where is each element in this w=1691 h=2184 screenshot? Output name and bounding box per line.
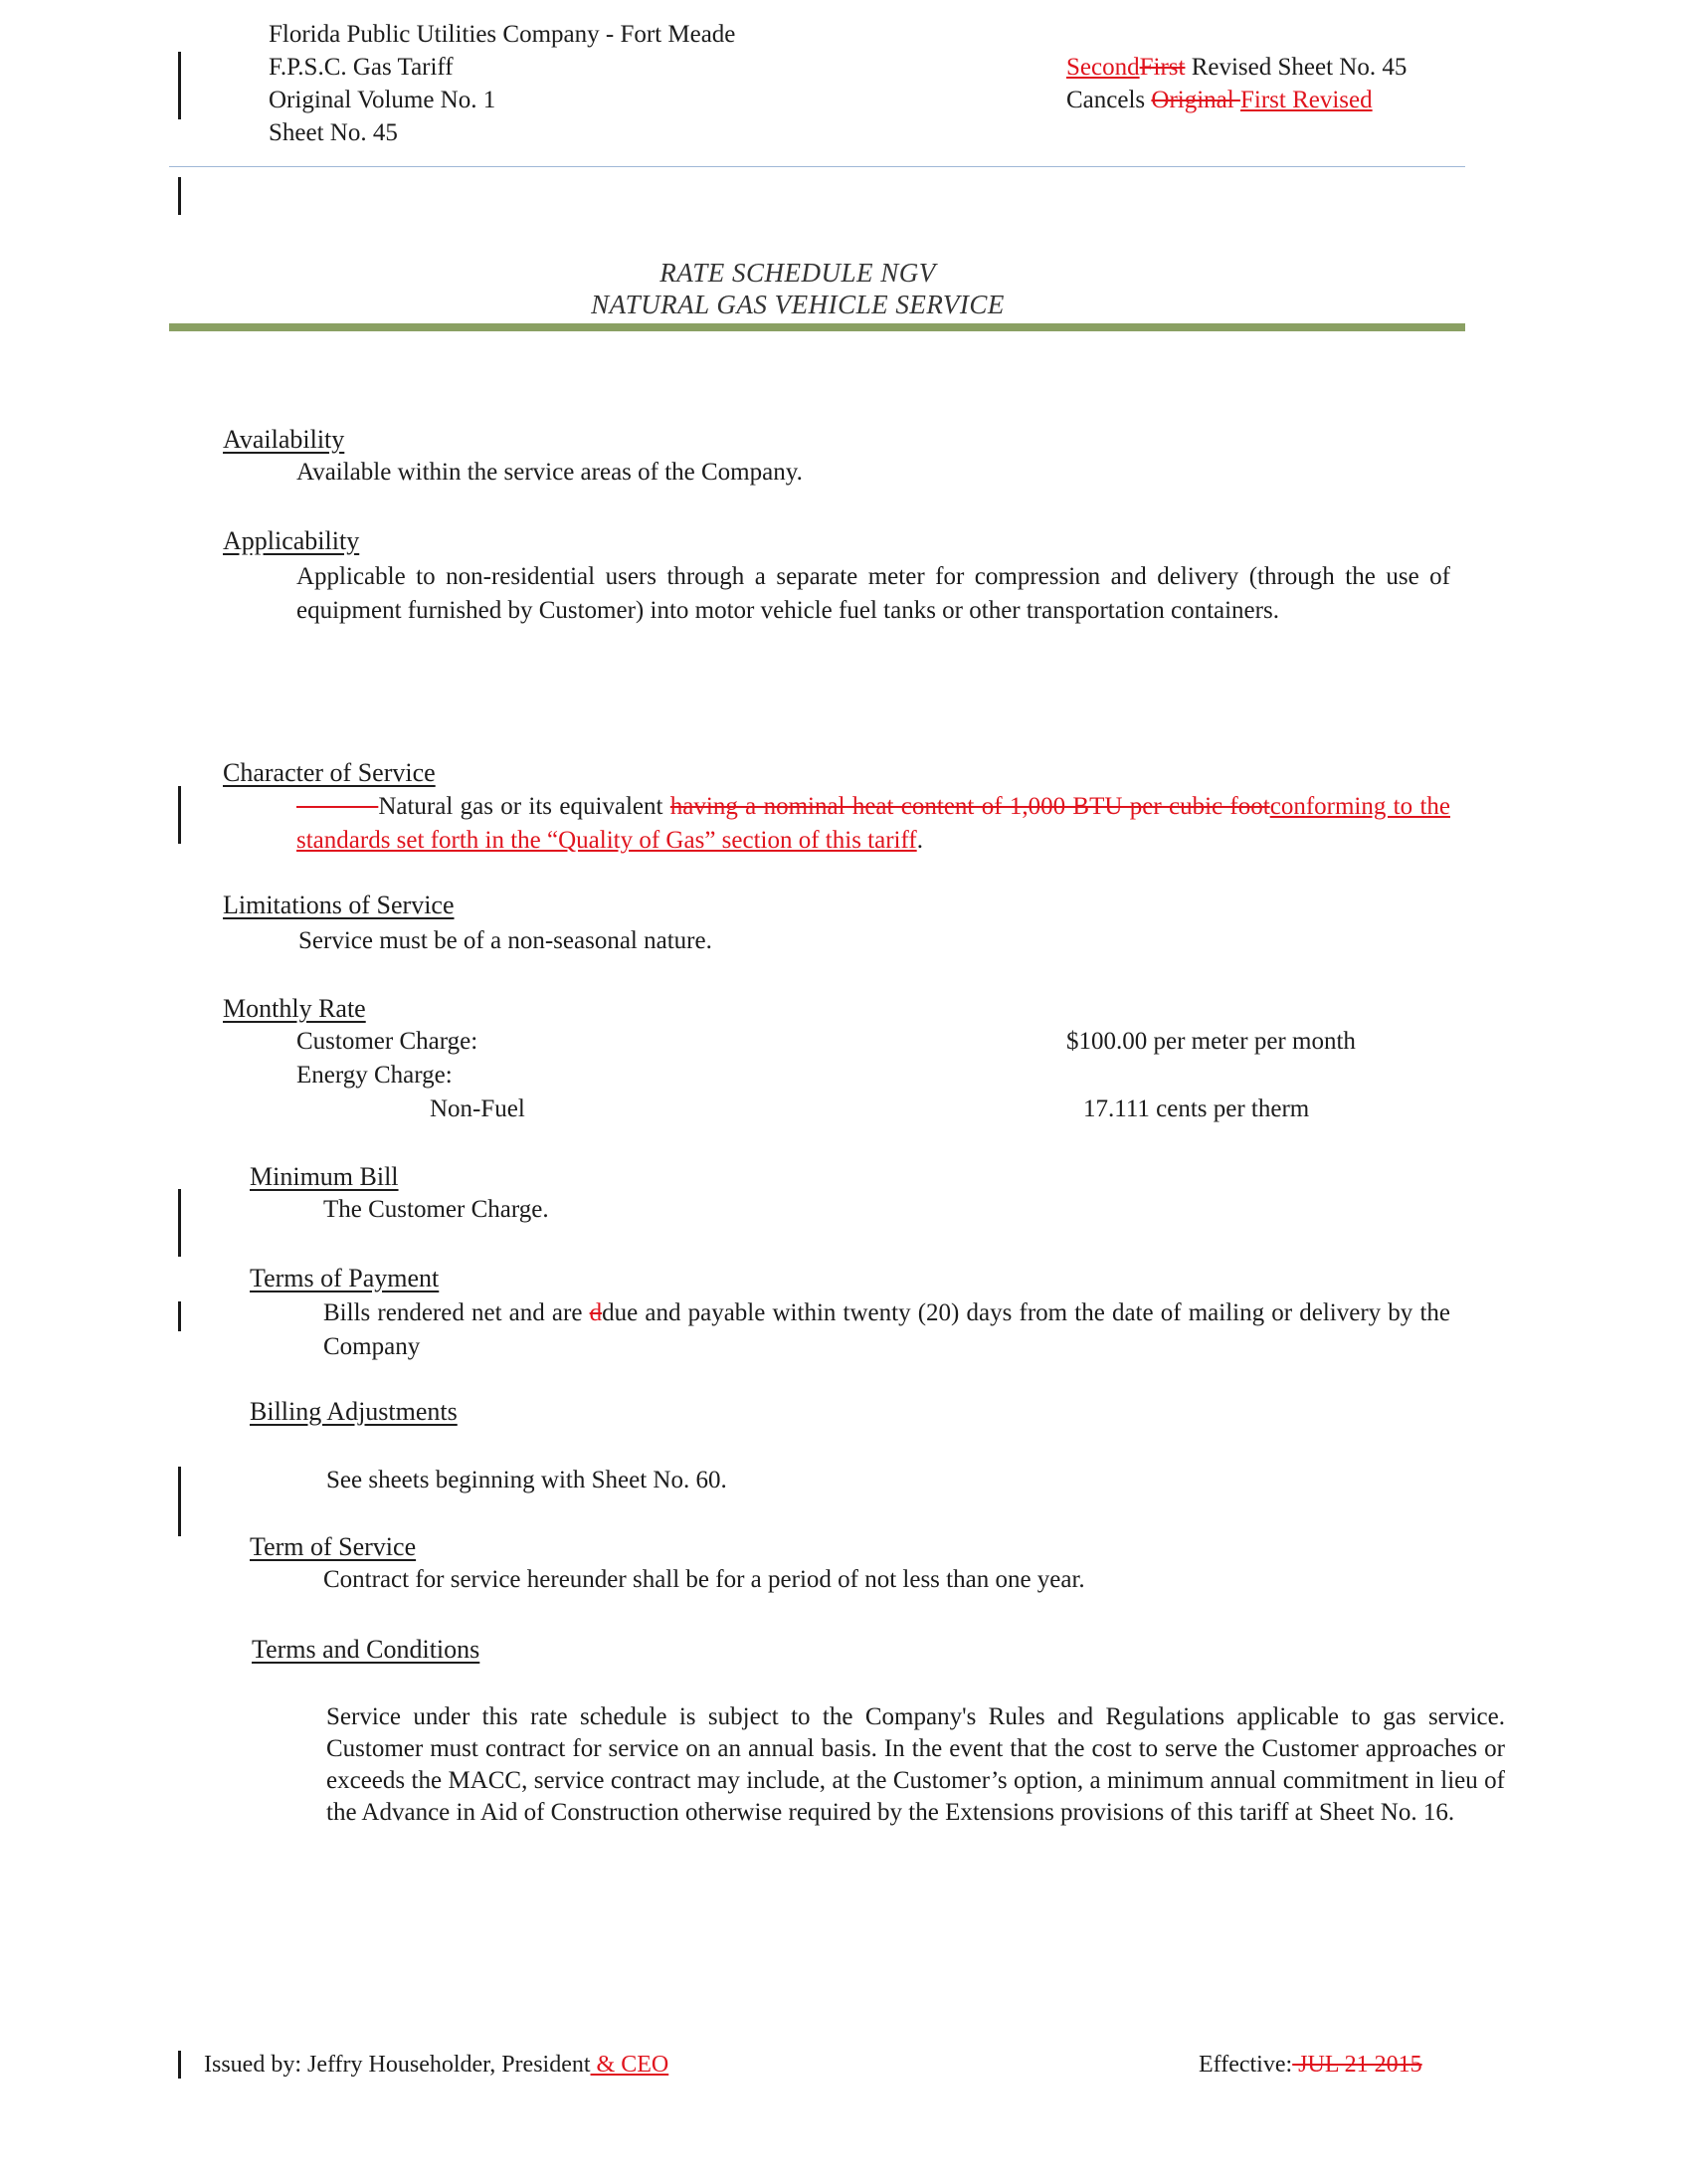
character-deleted-space	[296, 793, 378, 820]
company-name: Florida Public Utilities Company - Fort Meade	[269, 21, 736, 48]
cancels-deleted: Original	[1151, 87, 1240, 113]
terms-conditions-text: Service under this rate schedule is subject to the Company's Rules and Regulations applicable to gas service. Customer must contract for service on an annual basis. In the event that the cost to serve the Customer approaches or exceeds the MACC, service contract may include, at the Customer’s option, a minimum annual commitment in lieu of the Advance in Aid of Construction otherwise required by the Extensions provisions of this tariff at Sheet No. 16.	[326, 1703, 1505, 1826]
sheet-number: Sheet No. 45	[269, 119, 398, 146]
change-bar	[178, 2051, 181, 2079]
terms-payment-text-b: due and payable within twenty (20) days from the date of mailing or delivery by the Company	[323, 1299, 1450, 1360]
effective-deleted: JUL 21 2015	[1292, 2052, 1422, 2078]
character-inserted: conforming to the standards set forth in the “Quality of Gas” section of this tariff	[296, 793, 1450, 854]
non-fuel-value: 17.111 cents per therm	[1083, 1095, 1310, 1122]
minimum-bill-heading: Minimum Bill	[250, 1162, 399, 1191]
change-bar	[178, 177, 181, 215]
billing-adjustments-text: See sheets beginning with Sheet No. 60.	[326, 1467, 727, 1493]
change-bar	[178, 1301, 181, 1331]
cancels-inserted: First Revised	[1239, 87, 1373, 113]
terms-payment-text	[323, 1296, 1450, 1364]
applicability-text: Applicable to non-residential users through a separate meter for compression and delivery (through the use of equipment furnished by Customer) into motor vehicle fuel tanks or other transportation containers.	[296, 563, 1450, 624]
term-service-heading: Term of Service	[250, 1532, 417, 1561]
change-bar	[178, 1189, 181, 1257]
billing-adjustments-heading: Billing Adjustments	[250, 1397, 458, 1426]
revision-rest: Revised Sheet No. 45	[1185, 54, 1408, 81]
limitations-text: Service must be of a non-seasonal nature.	[298, 927, 712, 954]
applicability-heading: Applicability	[223, 526, 360, 555]
character-text-a: Natural gas or its equivalent	[378, 793, 670, 820]
character-text-b: .	[916, 827, 923, 854]
footer-effective	[1199, 2052, 1422, 2079]
change-bar	[178, 786, 181, 844]
terms-conditions-heading: Terms and Conditions	[252, 1635, 480, 1664]
change-bar	[178, 1467, 181, 1536]
limitations-heading: Limitations of Service	[223, 891, 455, 919]
character-deleted: having a nominal heat content of 1,000 BTU per cubic foot	[669, 793, 1270, 820]
customer-charge-label: Customer Charge:	[296, 1028, 478, 1055]
revision-deleted: First	[1139, 54, 1186, 81]
terms-payment-deleted: d	[589, 1299, 603, 1326]
monthly-rate-heading: Monthly Rate	[223, 994, 366, 1023]
title-rule	[169, 323, 1465, 331]
cancels-label: Cancels	[1066, 87, 1152, 113]
change-bar	[178, 52, 181, 119]
revision-line	[1066, 51, 1407, 84]
cancels-line	[1066, 84, 1407, 116]
tariff-name: F.P.S.C. Gas Tariff	[269, 54, 454, 81]
terms-payment-heading: Terms of Payment	[250, 1264, 440, 1292]
availability-text: Available within the service areas of the Company.	[296, 459, 803, 486]
header-rule	[169, 166, 1465, 167]
availability-heading: Availability	[223, 425, 345, 454]
issued-inserted: & CEO	[590, 2052, 669, 2078]
customer-charge-value: $100.00 per meter per month	[1066, 1028, 1356, 1055]
footer-issued	[204, 2052, 668, 2079]
volume-name: Original Volume No. 1	[269, 87, 496, 113]
schedule-title: RATE SCHEDULE NGV	[659, 258, 936, 288]
effective-label: Effective:	[1199, 2052, 1293, 2078]
energy-charge-label: Energy Charge:	[296, 1062, 453, 1089]
issued-by: Issued by: Jeffry Householder, President	[204, 2052, 591, 2078]
term-service-text: Contract for service hereunder shall be for a period of not less than one year.	[323, 1566, 1085, 1593]
minimum-bill-text: The Customer Charge.	[323, 1196, 549, 1223]
revision-inserted: Second	[1066, 54, 1140, 81]
schedule-subtitle: NATURAL GAS VEHICLE SERVICE	[591, 290, 1005, 319]
character-heading: Character of Service	[223, 758, 436, 787]
terms-payment-text-a: Bills rendered net and are	[323, 1299, 590, 1326]
header-left	[269, 18, 735, 149]
non-fuel-label: Non-Fuel	[430, 1095, 525, 1122]
character-text	[296, 790, 1450, 858]
header-right	[1066, 51, 1407, 116]
